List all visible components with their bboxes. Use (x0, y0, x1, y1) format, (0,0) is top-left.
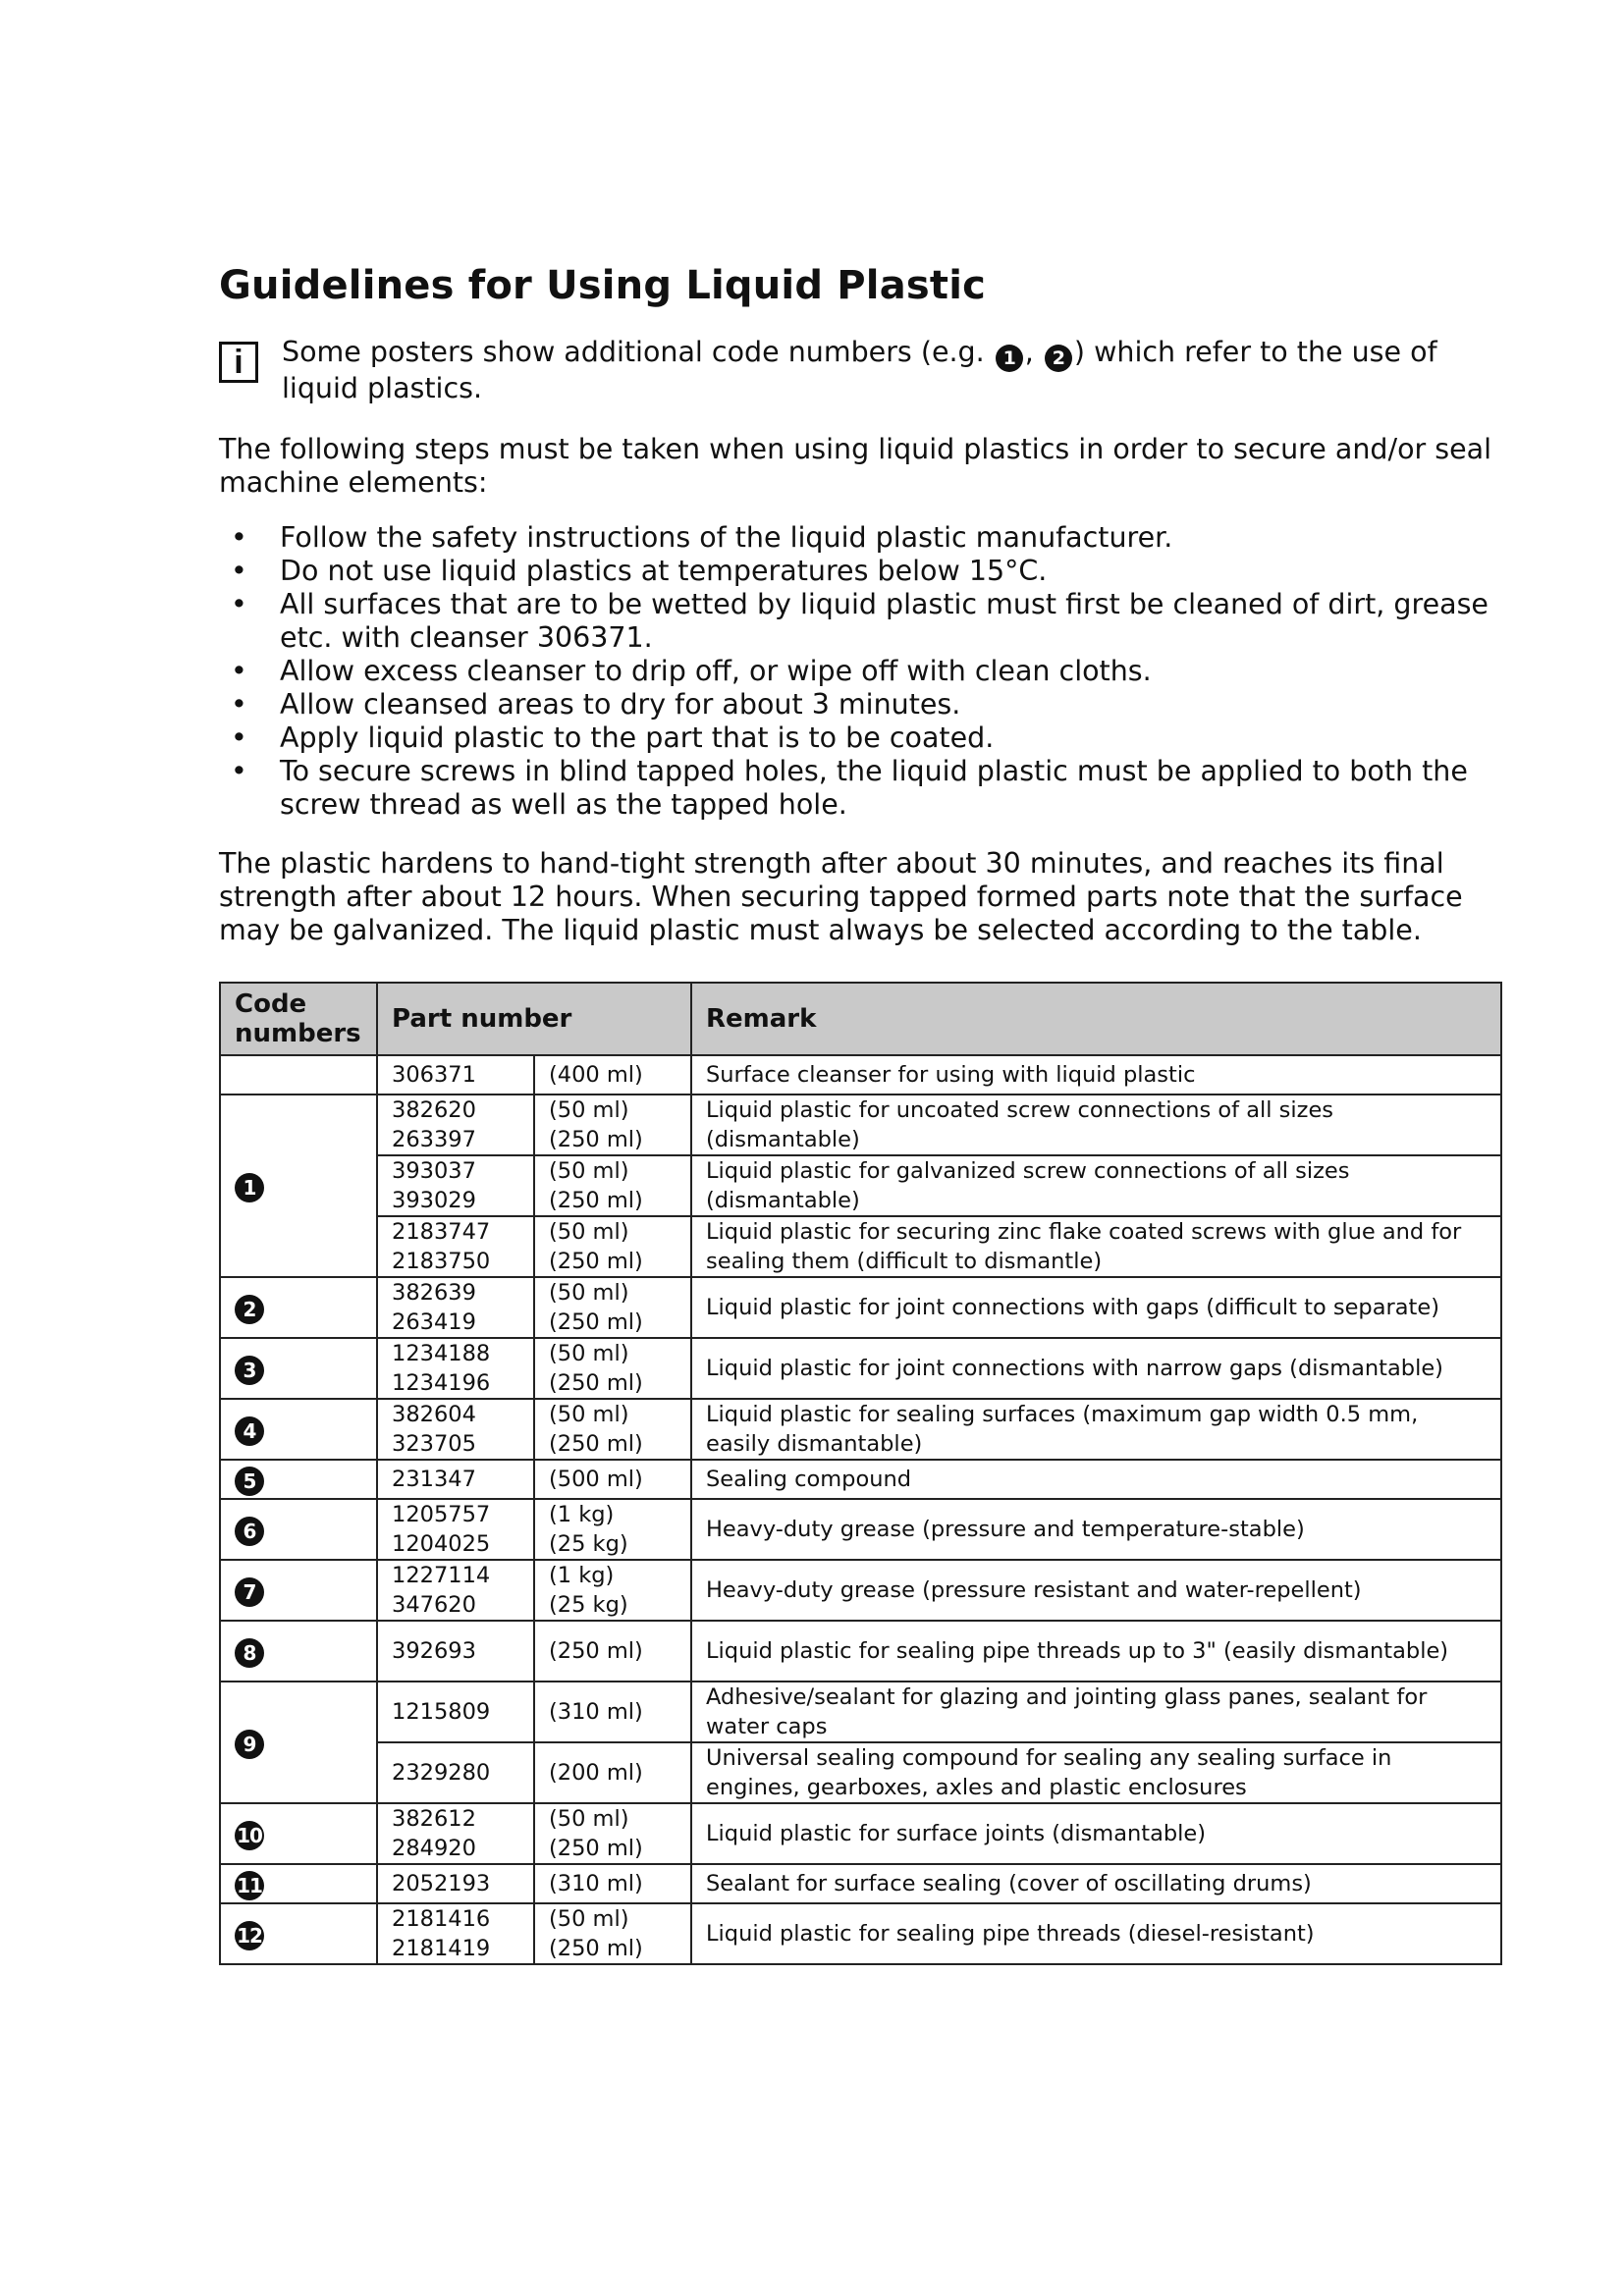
quantity-cell (534, 1621, 691, 1682)
list-item-text: Allow excess cleanser to drip off, or wipe off with clean cloths. (280, 655, 1152, 687)
page-title: Guidelines for Using Liquid Plastic (219, 263, 987, 308)
quantity-cell (534, 1682, 691, 1742)
quantity: (250 ml) (549, 1188, 643, 1213)
part-number-cell (377, 1864, 534, 1903)
bullet-icon: • (231, 555, 247, 587)
remark-cell: Liquid plastic for securing zinc flake coated screws with glue and for sealing them (difficult to dismantle) (691, 1216, 1501, 1277)
quantity-cell (534, 1399, 691, 1460)
remark-cell: Liquid plastic for sealing pipe threads up to 3" (easily dismantable) (691, 1621, 1501, 1682)
table-row (220, 1277, 1501, 1338)
remark-cell: Heavy-duty grease (pressure and temperature-stable) (691, 1499, 1501, 1560)
remark-cell: Surface cleanser for using with liquid plastic (691, 1055, 1501, 1095)
remark-cell: Heavy-duty grease (pressure resistant and water-repellent) (691, 1560, 1501, 1621)
bullet-icon: • (231, 588, 247, 620)
part-number: 306371 (392, 1062, 476, 1088)
part-number-cell (377, 1338, 534, 1399)
table-row (220, 1055, 1501, 1095)
table-row (220, 1499, 1501, 1560)
header-remark: Remark (691, 983, 1501, 1055)
quantity: (250 ml) (549, 1936, 643, 1961)
list-item-text: Follow the safety instructions of the liquid plastic manufacturer. (280, 521, 1173, 554)
quantity: (250 ml) (549, 1127, 643, 1152)
document-page (219, 263, 1505, 969)
part-number-cell (377, 1216, 534, 1277)
code-cell (220, 1803, 377, 1864)
code-5-icon: 5 (235, 1467, 264, 1496)
part-number: 392693 (392, 1638, 476, 1664)
table-row (220, 1864, 1501, 1903)
quantity-cell (534, 1216, 691, 1277)
code-8-icon: 8 (235, 1638, 264, 1668)
quantity-cell (534, 1903, 691, 1964)
table-header-row (220, 983, 1501, 1055)
list-item (219, 521, 1505, 555)
code-2-icon: 2 (1045, 345, 1072, 372)
part-number: 1204025 (392, 1531, 491, 1557)
quantity-cell (534, 1095, 691, 1155)
code-cell (220, 1055, 377, 1095)
part-number: 1234188 (392, 1341, 491, 1366)
quantity-cell (534, 1460, 691, 1499)
note-text-before: Some posters show additional code numbers (e.g. (282, 336, 994, 368)
quantity-cell (534, 1338, 691, 1399)
note-text-sep: , (1024, 336, 1043, 368)
quantity: (250 ml) (549, 1370, 643, 1396)
part-number: 2052193 (392, 1871, 491, 1896)
quantity: (50 ml) (549, 1906, 629, 1932)
quantity: (25 kg) (549, 1592, 628, 1618)
table-row (220, 1460, 1501, 1499)
part-number-cell (377, 1621, 534, 1682)
bullet-icon: • (231, 721, 247, 754)
table-row (220, 1399, 1501, 1460)
part-number: 263397 (392, 1127, 476, 1152)
part-number: 284920 (392, 1836, 476, 1861)
quantity: (250 ml) (549, 1249, 643, 1274)
code-cell (220, 1499, 377, 1560)
quantity: (500 ml) (549, 1467, 643, 1492)
part-number-cell (377, 1460, 534, 1499)
list-item-text: Do not use liquid plastics at temperatures below 15°C. (280, 555, 1048, 587)
part-number: 382604 (392, 1402, 476, 1427)
header-code: Code numbers (220, 983, 377, 1055)
part-number-cell (377, 1803, 534, 1864)
remark-cell: Universal sealing compound for sealing any sealing surface in engines, gearboxes, axles and plastic enclosures (691, 1742, 1501, 1803)
quantity: (310 ml) (549, 1871, 643, 1896)
remark-cell: Sealing compound (691, 1460, 1501, 1499)
part-number: 263419 (392, 1309, 476, 1335)
code-cell (220, 1277, 377, 1338)
quantity-cell (534, 1803, 691, 1864)
code-1-icon: 1 (235, 1173, 264, 1202)
quantity: (50 ml) (549, 1806, 629, 1832)
quantity: (310 ml) (549, 1699, 643, 1725)
part-number-cell (377, 1560, 534, 1621)
info-note (219, 336, 1505, 405)
code-cell (220, 1095, 377, 1277)
quantity: (200 ml) (549, 1760, 643, 1786)
part-number: 382612 (392, 1806, 476, 1832)
part-number: 393037 (392, 1158, 476, 1184)
quantity: (250 ml) (549, 1638, 643, 1664)
part-number: 382639 (392, 1280, 476, 1306)
remark-cell: Adhesive/sealant for glazing and jointing glass panes, sealant for water caps (691, 1682, 1501, 1742)
part-number-cell (377, 1399, 534, 1460)
steps-list (219, 521, 1505, 822)
part-number: 1227114 (392, 1563, 491, 1588)
quantity-cell (534, 1499, 691, 1560)
bullet-icon: • (231, 688, 247, 721)
part-number: 2183747 (392, 1219, 491, 1245)
remark-cell: Sealant for surface sealing (cover of oscillating drums) (691, 1864, 1501, 1903)
list-item (219, 688, 1505, 721)
quantity: (50 ml) (549, 1280, 629, 1306)
quantity: (1 kg) (549, 1502, 615, 1527)
remark-cell: Liquid plastic for joint connections with gaps (difficult to separate) (691, 1277, 1501, 1338)
list-item (219, 588, 1505, 655)
table-row (220, 1903, 1501, 1964)
header-part-number: Part number (377, 983, 691, 1055)
list-item (219, 755, 1505, 822)
quantity: (1 kg) (549, 1563, 615, 1588)
info-icon: i (219, 342, 258, 383)
part-number-cell (377, 1095, 534, 1155)
table-row (220, 1621, 1501, 1682)
remark-cell: Liquid plastic for uncoated screw connections of all sizes (dismantable) (691, 1095, 1501, 1155)
quantity: (50 ml) (549, 1097, 629, 1123)
bullet-icon: • (231, 755, 247, 787)
bullet-icon: • (231, 655, 247, 687)
part-number-cell (377, 1155, 534, 1216)
quantity: (50 ml) (549, 1158, 629, 1184)
part-number: 231347 (392, 1467, 476, 1492)
code-9-icon: 9 (235, 1730, 264, 1759)
code-cell (220, 1338, 377, 1399)
code-12-icon: 12 (235, 1921, 264, 1950)
part-number-cell (377, 1499, 534, 1560)
list-item-text: Allow cleansed areas to dry for about 3 minutes. (280, 688, 961, 721)
quantity-cell (534, 1155, 691, 1216)
note-text-after: ) which refer to the use of liquid plastics. (282, 336, 1437, 404)
code-1-icon: 1 (996, 345, 1023, 372)
list-item-text: To secure screws in blind tapped holes, the liquid plastic must be applied to both the screw thread as well as the tapped hole. (280, 755, 1468, 821)
table-row (220, 1216, 1501, 1277)
part-number: 1215809 (392, 1699, 491, 1725)
part-number: 1234196 (392, 1370, 491, 1396)
table-row (220, 1155, 1501, 1216)
intro-paragraph: The following steps must be taken when using liquid plastics in order to secure and/or seal machine elements: (219, 433, 1492, 499)
bullet-icon: • (231, 521, 247, 554)
code-cell (220, 1560, 377, 1621)
quantity: (50 ml) (549, 1219, 629, 1245)
remark-cell: Liquid plastic for sealing pipe threads (diesel-resistant) (691, 1903, 1501, 1964)
list-item (219, 555, 1505, 588)
part-number: 2183750 (392, 1249, 491, 1274)
quantity-cell (534, 1742, 691, 1803)
info-note-text (282, 336, 1505, 405)
part-number: 2181416 (392, 1906, 491, 1932)
quantity: (250 ml) (549, 1431, 643, 1457)
table-row (220, 1560, 1501, 1621)
code-6-icon: 6 (235, 1517, 264, 1546)
part-number: 393029 (392, 1188, 476, 1213)
part-number: 323705 (392, 1431, 476, 1457)
list-item-text: Apply liquid plastic to the part that is to be coated. (280, 721, 995, 754)
list-item-text: All surfaces that are to be wetted by liquid plastic must first be cleaned of dirt, grease etc. with cleanser 306371. (280, 588, 1489, 654)
part-number: 347620 (392, 1592, 476, 1618)
code-4-icon: 4 (235, 1416, 264, 1446)
code-cell (220, 1399, 377, 1460)
quantity-cell (534, 1560, 691, 1621)
code-7-icon: 7 (235, 1577, 264, 1607)
list-item (219, 655, 1505, 688)
code-11-icon: 11 (235, 1871, 264, 1900)
part-number: 2181419 (392, 1936, 491, 1961)
remark-cell: Liquid plastic for surface joints (dismantable) (691, 1803, 1501, 1864)
part-number-cell (377, 1055, 534, 1095)
code-cell (220, 1903, 377, 1964)
closing-paragraph: The plastic hardens to hand-tight strength after about 30 minutes, and reaches its final strength after about 12 hours. When securing tapped formed parts note that the surface may be galvanized. The liquid plastic must always be selected according to the table. (219, 847, 1463, 946)
part-number: 382620 (392, 1097, 476, 1123)
table-row (220, 1742, 1501, 1803)
code-3-icon: 3 (235, 1356, 264, 1385)
quantity: (50 ml) (549, 1402, 629, 1427)
table-row (220, 1803, 1501, 1864)
remark-cell: Liquid plastic for galvanized screw connections of all sizes (dismantable) (691, 1155, 1501, 1216)
quantity: (400 ml) (549, 1062, 643, 1088)
table-body (220, 1055, 1501, 1964)
part-number-cell (377, 1682, 534, 1742)
remark-cell: Liquid plastic for sealing surfaces (maximum gap width 0.5 mm, easily dismantable) (691, 1399, 1501, 1460)
code-10-icon: 10 (235, 1821, 264, 1850)
code-cell (220, 1621, 377, 1682)
quantity-cell (534, 1055, 691, 1095)
remark-cell: Liquid plastic for joint connections with narrow gaps (dismantable) (691, 1338, 1501, 1399)
part-number: 1205757 (392, 1502, 491, 1527)
quantity: (250 ml) (549, 1309, 643, 1335)
quantity-cell (534, 1864, 691, 1903)
table-row (220, 1682, 1501, 1742)
part-number-cell (377, 1742, 534, 1803)
code-cell (220, 1460, 377, 1499)
list-item (219, 721, 1505, 755)
liquid-plastic-table (219, 982, 1502, 1965)
part-number-cell (377, 1903, 534, 1964)
part-number-cell (377, 1277, 534, 1338)
quantity: (50 ml) (549, 1341, 629, 1366)
table-row (220, 1095, 1501, 1155)
part-number: 2329280 (392, 1760, 491, 1786)
table-row (220, 1338, 1501, 1399)
code-2-icon: 2 (235, 1295, 264, 1324)
quantity-cell (534, 1277, 691, 1338)
code-cell (220, 1682, 377, 1803)
code-cell (220, 1864, 377, 1903)
quantity: (25 kg) (549, 1531, 628, 1557)
quantity: (250 ml) (549, 1836, 643, 1861)
